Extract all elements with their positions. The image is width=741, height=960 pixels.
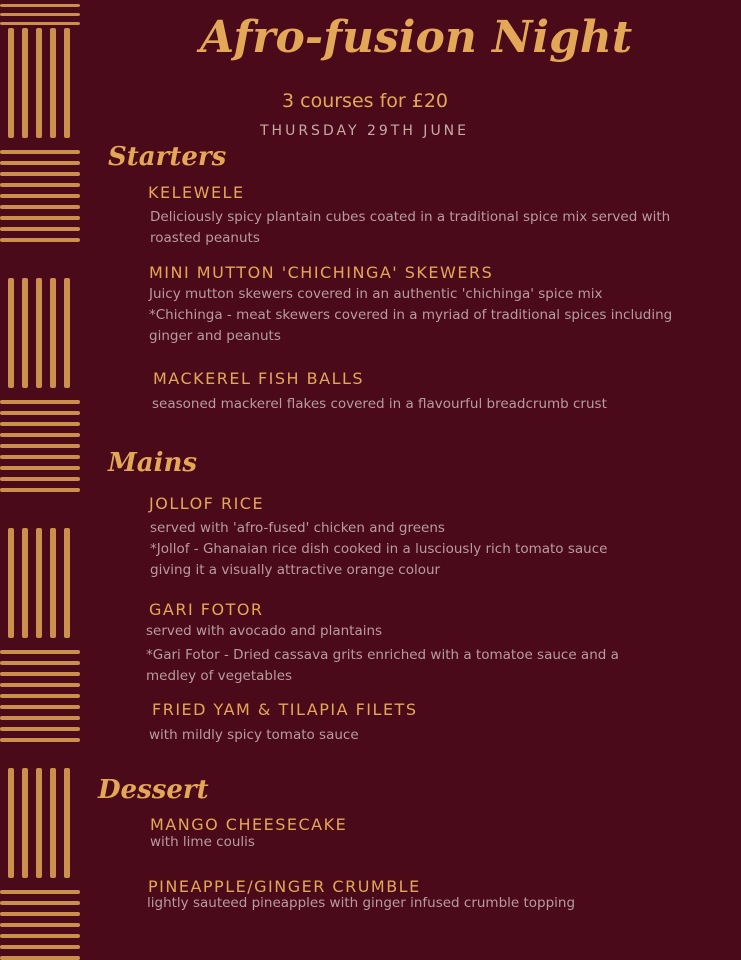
- pattern-vertical-stroke: [36, 28, 42, 138]
- pattern-horizontal-stroke: [0, 13, 80, 16]
- pattern-vertical-stroke: [64, 768, 70, 878]
- dish-description: Juicy mutton skewers covered in an authentic 'chichinga' spice mix: [149, 286, 603, 302]
- pattern-horizontal-stroke: [0, 912, 80, 916]
- pattern-horizontal-stroke: [0, 945, 80, 949]
- dish-description: lightly sauteed pineapples with ginger infused crumble topping: [147, 895, 576, 911]
- dish-name: MANGO CHEESECAKE: [150, 815, 348, 834]
- pattern-horizontal-stroke: [0, 205, 80, 209]
- menu-title: Afro-fusion Night: [200, 12, 633, 63]
- section-heading-mains: Mains: [108, 448, 198, 478]
- pattern-horizontal-stroke: [0, 738, 80, 742]
- dish-name: KELEWELE: [148, 183, 245, 202]
- dish-name: FRIED YAM & TILAPIA FILETS: [152, 700, 418, 719]
- pattern-horizontal-stroke: [0, 661, 80, 665]
- pattern-horizontal-stroke: [0, 400, 80, 404]
- pattern-horizontal-stroke: [0, 683, 80, 687]
- pattern-vertical-stroke: [50, 28, 56, 138]
- pattern-horizontal-stroke: [0, 488, 80, 492]
- dish-description: seasoned mackerel flakes covered in a flavourful breadcrumb crust: [152, 396, 607, 412]
- dish-description: served with 'afro-fused' chicken and greens: [150, 520, 445, 536]
- dish-description: medley of vegetables: [146, 668, 293, 684]
- pattern-horizontal-stroke: [0, 172, 80, 176]
- event-date: THURSDAY 29TH JUNE: [260, 123, 470, 139]
- pattern-vertical-stroke: [64, 528, 70, 638]
- pattern-vertical-stroke: [8, 528, 14, 638]
- pattern-vertical-stroke: [8, 278, 14, 388]
- pattern-horizontal-stroke: [0, 183, 80, 187]
- pattern-vertical-stroke: [22, 768, 28, 878]
- pattern-horizontal-stroke: [0, 956, 80, 960]
- dish-description: roasted peanuts: [150, 230, 260, 246]
- pattern-vertical-stroke: [36, 278, 42, 388]
- pattern-horizontal-stroke: [0, 411, 80, 415]
- pattern-vertical-stroke: [22, 278, 28, 388]
- price-subtitle: 3 courses for £20: [282, 90, 449, 112]
- pattern-horizontal-stroke: [0, 934, 80, 938]
- pattern-horizontal-stroke: [0, 161, 80, 165]
- decorative-pattern-strip: [0, 0, 84, 960]
- pattern-horizontal-stroke: [0, 923, 80, 927]
- dish-name: GARI FOTOR: [149, 600, 264, 619]
- pattern-horizontal-stroke: [0, 238, 80, 242]
- dish-description: *Jollof - Ghanaian rice dish cooked in a lusciously rich tomato sauce: [150, 541, 608, 557]
- pattern-horizontal-stroke: [0, 716, 80, 720]
- section-heading-starters: Starters: [108, 142, 227, 172]
- pattern-vertical-stroke: [8, 768, 14, 878]
- pattern-vertical-stroke: [22, 528, 28, 638]
- pattern-vertical-stroke: [36, 528, 42, 638]
- pattern-horizontal-stroke: [0, 22, 80, 25]
- pattern-vertical-stroke: [64, 28, 70, 138]
- dish-description: with lime coulis: [150, 834, 255, 850]
- pattern-vertical-stroke: [64, 278, 70, 388]
- dish-name: PINEAPPLE/GINGER CRUMBLE: [148, 877, 421, 896]
- pattern-horizontal-stroke: [0, 455, 80, 459]
- pattern-horizontal-stroke: [0, 650, 80, 654]
- pattern-vertical-stroke: [36, 768, 42, 878]
- pattern-horizontal-stroke: [0, 705, 80, 709]
- pattern-horizontal-stroke: [0, 694, 80, 698]
- pattern-horizontal-stroke: [0, 672, 80, 676]
- pattern-horizontal-stroke: [0, 444, 80, 448]
- pattern-horizontal-stroke: [0, 216, 80, 220]
- pattern-horizontal-stroke: [0, 4, 80, 7]
- dish-name: MACKEREL FISH BALLS: [153, 369, 365, 388]
- dish-name: MINI MUTTON 'CHICHINGA' SKEWERS: [149, 263, 494, 282]
- pattern-horizontal-stroke: [0, 422, 80, 426]
- pattern-horizontal-stroke: [0, 466, 80, 470]
- pattern-vertical-stroke: [8, 28, 14, 138]
- pattern-vertical-stroke: [22, 28, 28, 138]
- pattern-vertical-stroke: [50, 768, 56, 878]
- pattern-horizontal-stroke: [0, 901, 80, 905]
- pattern-vertical-stroke: [50, 528, 56, 638]
- pattern-horizontal-stroke: [0, 150, 80, 154]
- pattern-horizontal-stroke: [0, 727, 80, 731]
- dish-description: with mildly spicy tomato sauce: [149, 727, 359, 743]
- dish-description: giving it a visually attractive orange colour: [150, 562, 441, 578]
- pattern-horizontal-stroke: [0, 433, 80, 437]
- pattern-horizontal-stroke: [0, 194, 80, 198]
- dish-description: *Chichinga - meat skewers covered in a myriad of traditional spices including: [149, 307, 673, 323]
- pattern-horizontal-stroke: [0, 477, 80, 481]
- dish-description: served with avocado and plantains: [146, 623, 383, 639]
- dish-description: Deliciously spicy plantain cubes coated in a traditional spice mix served with: [150, 209, 671, 225]
- pattern-vertical-stroke: [50, 278, 56, 388]
- dish-name: JOLLOF RICE: [149, 494, 265, 513]
- section-heading-dessert: Dessert: [98, 775, 209, 805]
- dish-description: ginger and peanuts: [149, 328, 281, 344]
- dish-description: *Gari Fotor - Dried cassava grits enriched with a tomatoe sauce and a: [146, 647, 619, 663]
- pattern-horizontal-stroke: [0, 227, 80, 231]
- pattern-horizontal-stroke: [0, 890, 80, 894]
